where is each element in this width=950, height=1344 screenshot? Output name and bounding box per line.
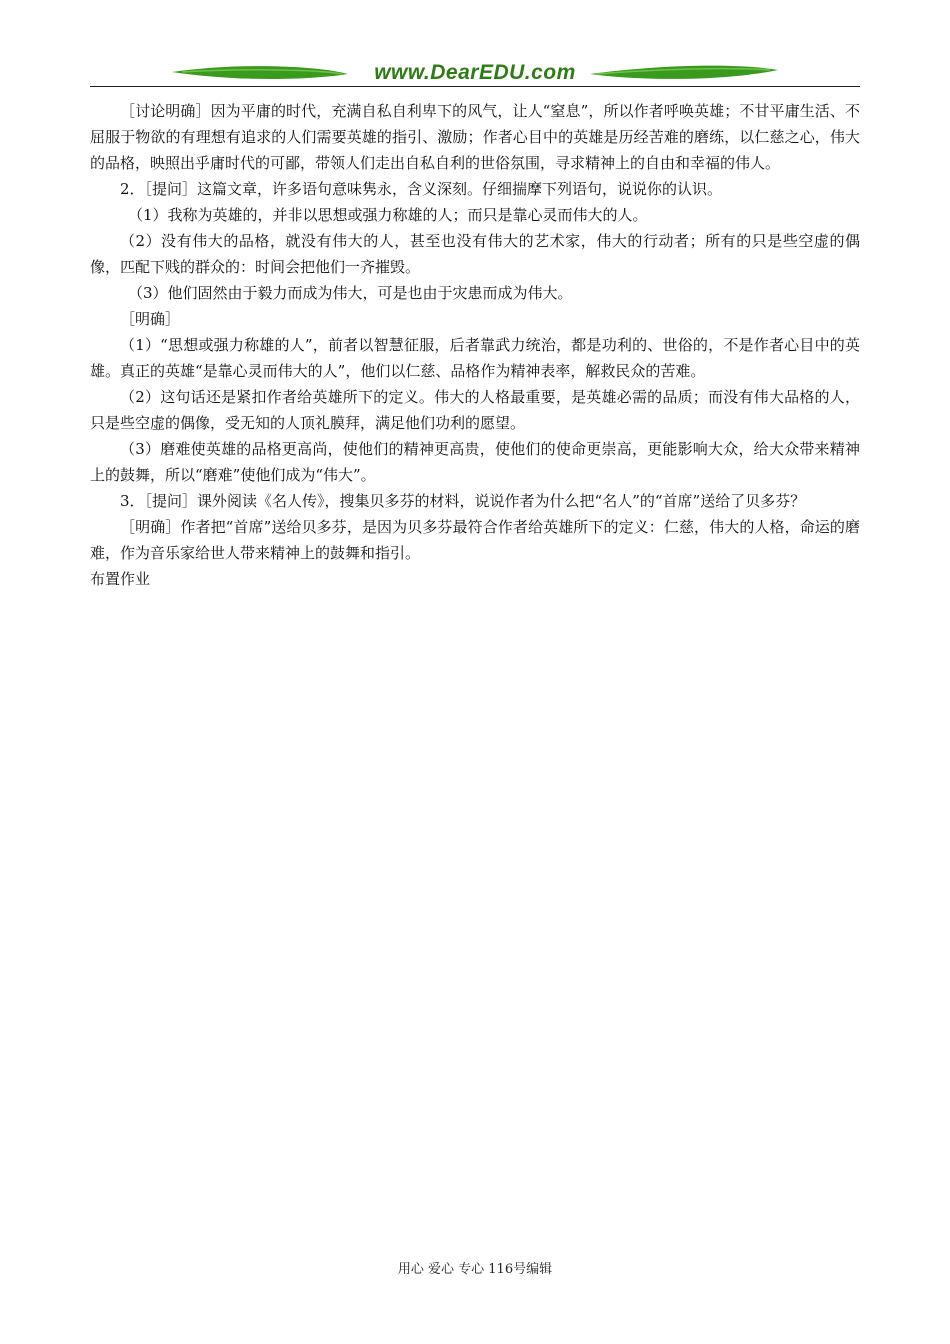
section-heading: 布置作业	[90, 570, 151, 588]
paragraph: 2．［提问］这篇文章，许多语句意味隽永，含义深刻。仔细揣摩下列语句，说说你的认识。	[120, 180, 723, 198]
paragraph: 3．［提问］课外阅读《名人传》，搜集贝多芬的材料，说说作者为什么把“名人”的“首席”送给了贝多芬？	[120, 492, 806, 510]
paragraph: ［明确］作者把“首席”送给贝多芬，是因为贝多芬最符合作者给英雄所下的定义：仁慈，伟大的人格，命运的磨难，作为音乐家给世人带来精神上的鼓舞和指引。	[90, 518, 860, 562]
document-body	[90, 98, 860, 592]
paragraph: （1）我称为英雄的，并非以思想或强力称雄的人；而只是靠心灵而伟大的人。	[128, 206, 648, 224]
page-footer: 用心 爱心 专心 116号编辑	[397, 1262, 553, 1277]
paragraph: （3）他们固然由于毅力而成为伟大，可是也由于灾患而成为伟大。	[128, 284, 573, 302]
site-logo: www.DearEDU.com	[374, 61, 576, 84]
header-divider	[90, 86, 860, 87]
paragraph: （1）“思想或强力称雄的人”，前者以智慧征服，后者靠武力统治，都是功利的、世俗的，不是作者心目中的英雄。真正的英雄“是靠心灵而伟大的人”，他们以仁慈、品格作为精神表率，解救民众的苦难。	[90, 336, 860, 380]
paragraph: （3）磨难使英雄的品格更高尚，使他们的精神更高贵，使他们的使命更崇高，更能影响大众，给大众带来精神上的鼓舞，所以“磨难”使他们成为“伟大”。	[90, 440, 860, 484]
paragraph: ［讨论明确］因为平庸的时代，充满自私自利卑下的风气，让人“窒息”，所以作者呼唤英雄；不甘平庸生活、不屈服于物欲的有理想有追求的人们需要英雄的指引、激励；作者心目中的英雄是历经苦难的磨练，以仁慈之心，伟大的品格，映照出乎庸时代的可鄙，带领人们走出自私自利的世俗氛围，寻求精神上的自由和幸福的伟人。	[90, 102, 860, 172]
paragraph: ［明确］	[120, 310, 181, 328]
paragraph: （2）没有伟大的品格，就没有伟大的人，甚至也没有伟大的艺术家，伟大的行动者；所有的只是些空虚的偶像，匹配下贱的群众的：时间会把他们一齐摧毁。	[90, 232, 860, 276]
paragraph: （2）这句话还是紧扣作者给英雄所下的定义。伟大的人格最重要，是英雄必需的品质；而没有伟大品格的人，只是些空虚的偶像，受无知的人顶礼膜拜，满足他们功利的愿望。	[90, 388, 860, 432]
